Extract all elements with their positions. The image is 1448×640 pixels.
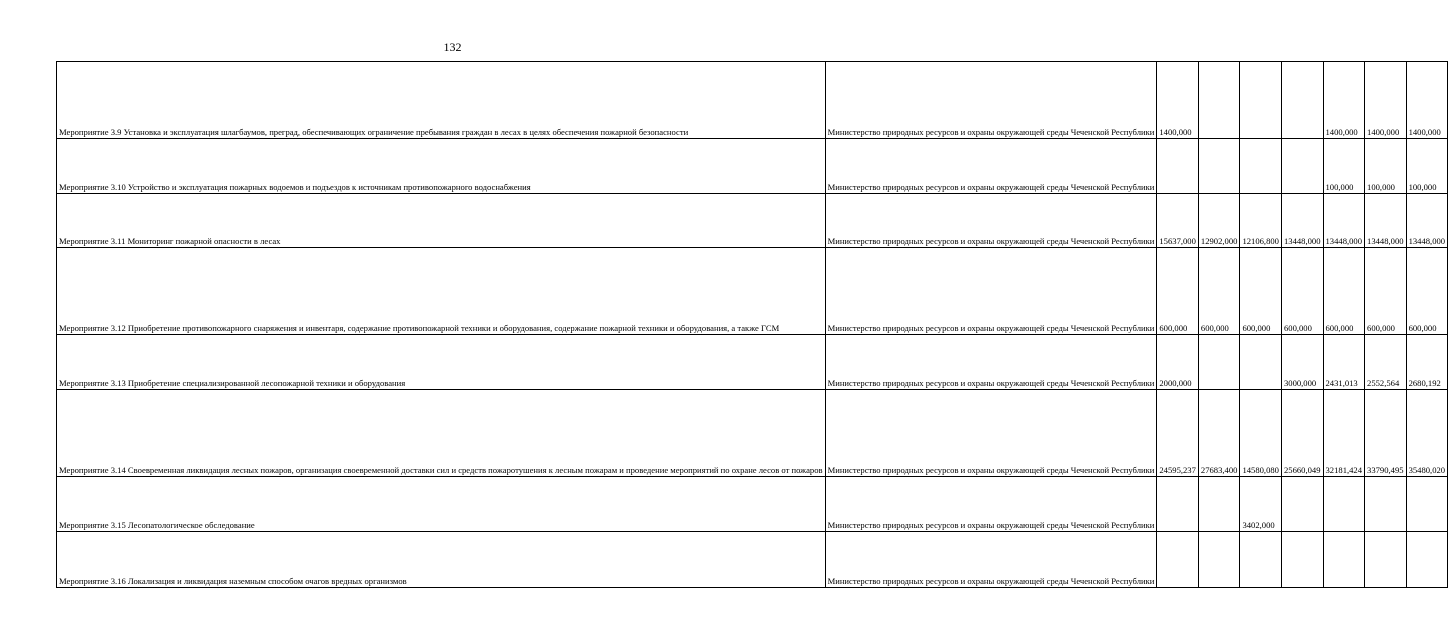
measures-table bbox=[56, 61, 1448, 588]
measure-name-cell: Мероприятие 3.16 Локализация и ликвидация наземным способом очагов вредных организмов bbox=[57, 532, 826, 588]
value-cell: 33790,495 bbox=[1365, 390, 1407, 477]
value-cell: 600,000 bbox=[1323, 248, 1365, 335]
measure-name-cell: Мероприятие 3.15 Лесопатологическое обследование bbox=[57, 477, 826, 532]
value-cell: 2000,000 bbox=[1157, 335, 1199, 390]
value-cell: 2431,013 bbox=[1323, 335, 1365, 390]
value-cell bbox=[1281, 139, 1323, 194]
value-cell: 32181,424 bbox=[1323, 390, 1365, 477]
value-cell: 2680,192 bbox=[1406, 335, 1448, 390]
value-cell: 13448,000 bbox=[1365, 194, 1407, 248]
value-cell bbox=[1157, 477, 1199, 532]
value-cell: 15637,000 bbox=[1157, 194, 1199, 248]
value-cell bbox=[1281, 62, 1323, 139]
value-cell: 600,000 bbox=[1157, 248, 1199, 335]
measure-name-cell: Мероприятие 3.13 Приобретение специализированной лесопожарной техники и оборудования bbox=[57, 335, 826, 390]
executor-cell: Министерство природных ресурсов и охраны окружающей среды Чеченской Республики bbox=[825, 390, 1157, 477]
table-row bbox=[57, 532, 1448, 588]
value-cell bbox=[1198, 62, 1240, 139]
value-cell bbox=[1365, 477, 1407, 532]
measure-name-cell: Мероприятие 3.14 Своевременная ликвидация лесных пожаров, организация своевременной доставки сил и средств пожаротушения к лесным пожарам и проведение мероприятий по охране лесов от пожаров bbox=[57, 390, 826, 477]
value-cell: 100,000 bbox=[1365, 139, 1407, 194]
value-cell bbox=[1240, 62, 1282, 139]
value-cell bbox=[1198, 477, 1240, 532]
executor-cell: Министерство природных ресурсов и охраны окружающей среды Чеченской Республики bbox=[825, 248, 1157, 335]
value-cell: 35480,020 bbox=[1406, 390, 1448, 477]
value-cell: 25660,049 bbox=[1281, 390, 1323, 477]
table-row bbox=[57, 139, 1448, 194]
value-cell bbox=[1323, 532, 1365, 588]
value-cell bbox=[1157, 532, 1199, 588]
value-cell: 1400,000 bbox=[1365, 62, 1407, 139]
value-cell bbox=[1323, 477, 1365, 532]
value-cell bbox=[1240, 335, 1282, 390]
table-row bbox=[57, 194, 1448, 248]
value-cell: 24595,237 bbox=[1157, 390, 1199, 477]
value-cell: 13448,000 bbox=[1323, 194, 1365, 248]
measure-name-cell: Мероприятие 3.9 Установка и эксплуатация шлагбаумов, преград, обеспечивающих ограничение пребывания граждан в лесах в целях обеспечения пожарной безопасности bbox=[57, 62, 826, 139]
value-cell: 13448,000 bbox=[1281, 194, 1323, 248]
measure-name-cell: Мероприятие 3.11 Мониторинг пожарной опасности в лесах bbox=[57, 194, 826, 248]
value-cell bbox=[1157, 139, 1199, 194]
value-cell: 3000,000 bbox=[1281, 335, 1323, 390]
value-cell: 600,000 bbox=[1281, 248, 1323, 335]
value-cell: 600,000 bbox=[1365, 248, 1407, 335]
table-row bbox=[57, 477, 1448, 532]
measure-name-cell: Мероприятие 3.10 Устройство и эксплуатация пожарных водоемов и подъездов к источникам противопожарного водоснабжения bbox=[57, 139, 826, 194]
executor-cell: Министерство природных ресурсов и охраны окружающей среды Чеченской Республики bbox=[825, 139, 1157, 194]
value-cell bbox=[1198, 139, 1240, 194]
table-row bbox=[57, 248, 1448, 335]
value-cell: 100,000 bbox=[1323, 139, 1365, 194]
value-cell: 12902,000 bbox=[1198, 194, 1240, 248]
page-number: 132 bbox=[443, 40, 462, 54]
value-cell: 13448,000 bbox=[1406, 194, 1448, 248]
value-cell: 100,000 bbox=[1406, 139, 1448, 194]
value-cell: 27683,400 bbox=[1198, 390, 1240, 477]
measure-name-cell: Мероприятие 3.12 Приобретение противопожарного снаряжения и инвентаря, содержание противопожарной техники и оборудования, содержание пожарной техники и оборудования, а также ГСМ bbox=[57, 248, 826, 335]
table-row bbox=[57, 335, 1448, 390]
value-cell: 1400,000 bbox=[1323, 62, 1365, 139]
value-cell bbox=[1406, 532, 1448, 588]
table-row bbox=[57, 390, 1448, 477]
executor-cell: Министерство природных ресурсов и охраны окружающей среды Чеченской Республики bbox=[825, 532, 1157, 588]
executor-cell: Министерство природных ресурсов и охраны окружающей среды Чеченской Республики bbox=[825, 477, 1157, 532]
value-cell: 3402,000 bbox=[1240, 477, 1282, 532]
value-cell bbox=[1281, 477, 1323, 532]
table-row bbox=[57, 62, 1448, 139]
value-cell bbox=[1281, 532, 1323, 588]
executor-cell: Министерство природных ресурсов и охраны окружающей среды Чеченской Республики bbox=[825, 62, 1157, 139]
executor-cell: Министерство природных ресурсов и охраны окружающей среды Чеченской Республики bbox=[825, 194, 1157, 248]
value-cell bbox=[1240, 139, 1282, 194]
value-cell: 1400,000 bbox=[1157, 62, 1199, 139]
value-cell: 600,000 bbox=[1406, 248, 1448, 335]
value-cell: 14580,080 bbox=[1240, 390, 1282, 477]
value-cell bbox=[1240, 532, 1282, 588]
value-cell bbox=[1198, 532, 1240, 588]
value-cell: 600,000 bbox=[1240, 248, 1282, 335]
value-cell bbox=[1198, 335, 1240, 390]
value-cell: 600,000 bbox=[1198, 248, 1240, 335]
value-cell: 2552,564 bbox=[1365, 335, 1407, 390]
value-cell bbox=[1365, 532, 1407, 588]
value-cell: 1400,000 bbox=[1406, 62, 1448, 139]
executor-cell: Министерство природных ресурсов и охраны окружающей среды Чеченской Республики bbox=[825, 335, 1157, 390]
value-cell: 12106,800 bbox=[1240, 194, 1282, 248]
value-cell bbox=[1406, 477, 1448, 532]
